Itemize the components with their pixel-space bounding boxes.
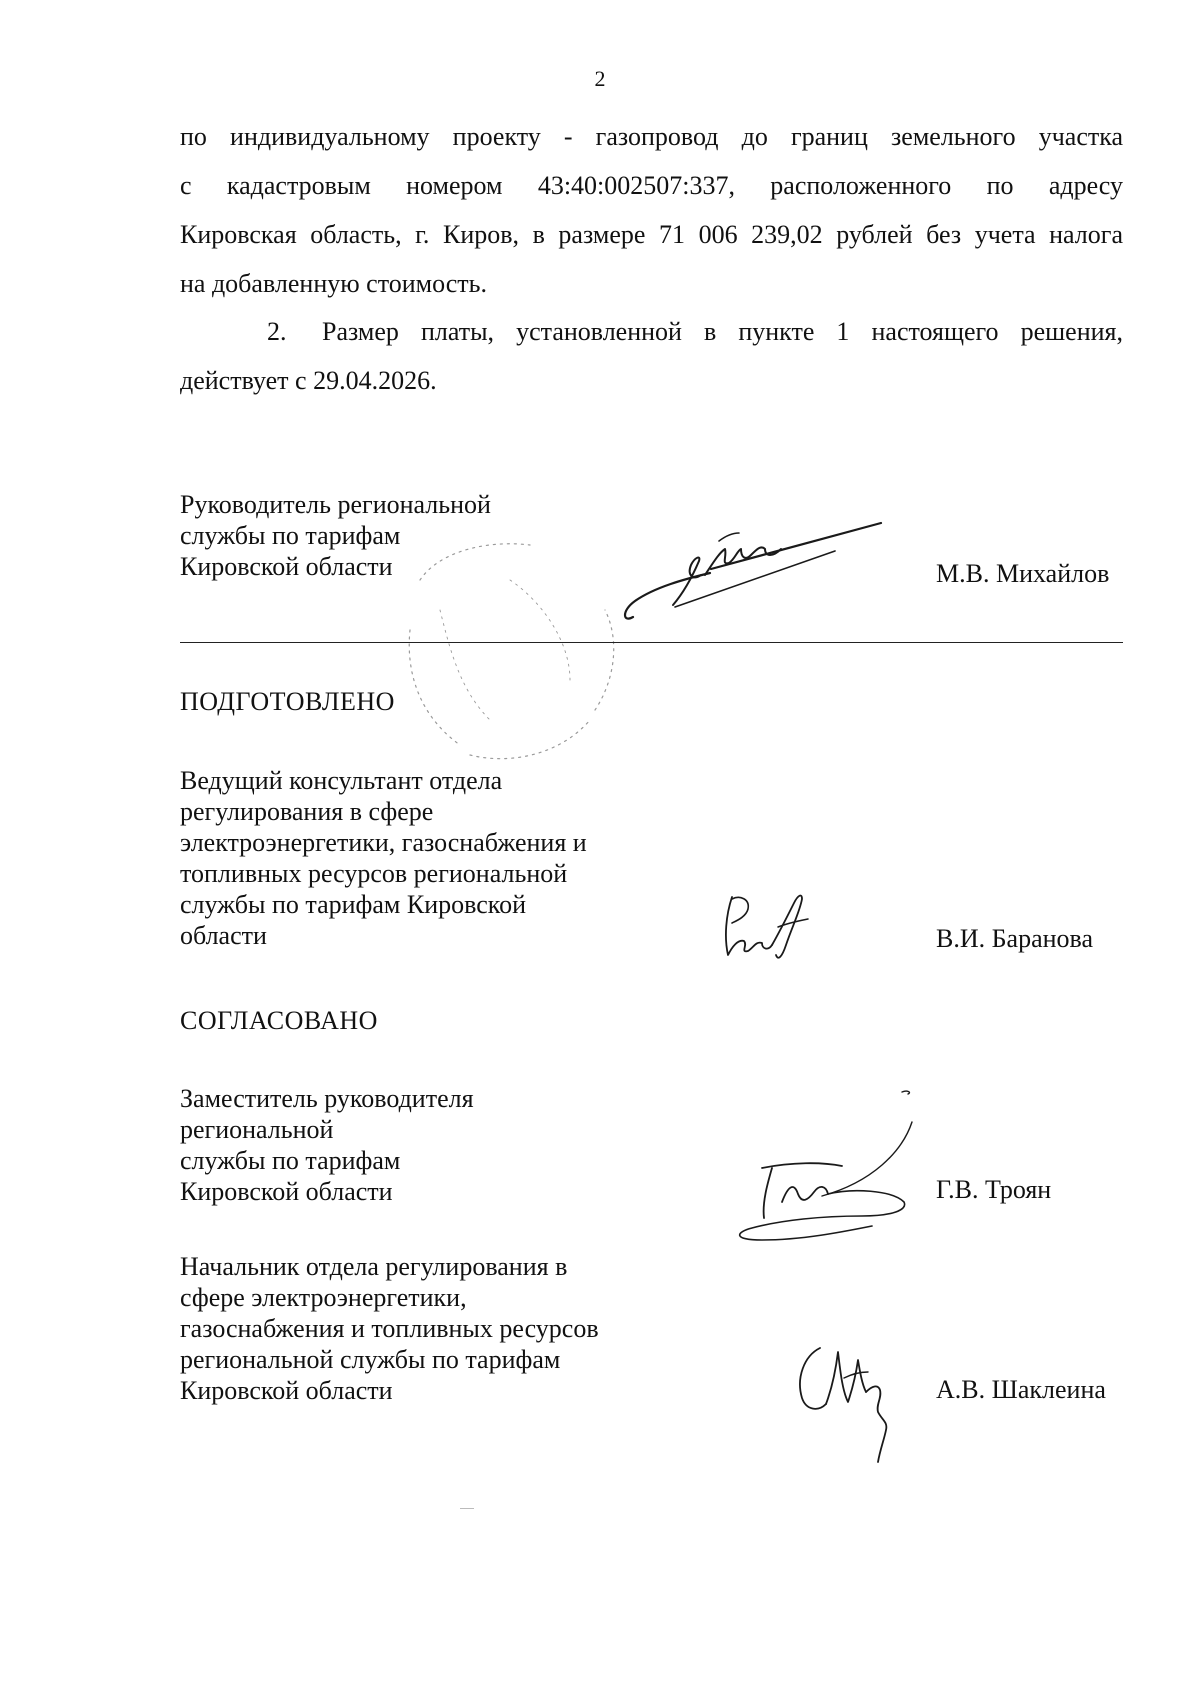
- title-line: Ведущий консультант отдела: [180, 766, 503, 795]
- agreed-signer1-name: Г.В. Троян: [936, 1175, 1052, 1204]
- paragraph-line: по индивидуальному проекту - газопровод до границ земельного участка: [180, 122, 1123, 151]
- title-line: области: [180, 921, 267, 950]
- paragraph-line: Кировская область, г. Киров, в размере 71 006 239,02 рублей без учета налога: [180, 220, 1123, 249]
- title-line: Руководитель региональной: [180, 490, 491, 519]
- title-line: сфере электроэнергетики,: [180, 1283, 467, 1312]
- title-line: регулирования в сфере: [180, 797, 434, 826]
- title-line: Кировской области: [180, 1376, 393, 1405]
- handwritten-signature-icon: [722, 1082, 927, 1247]
- stamp-seal-icon: [380, 520, 640, 770]
- head-signer-name: М.В. Михайлов: [936, 559, 1110, 588]
- paragraph-line: с кадастровым номером 43:40:002507:337, расположенного по адресу: [180, 171, 1123, 200]
- title-line: Кировской области: [180, 552, 393, 581]
- title-line: Заместитель руководителя: [180, 1084, 474, 1113]
- title-line: региональной: [180, 1115, 334, 1144]
- title-line: электроэнергетики, газоснабжения и: [180, 828, 587, 857]
- title-line: службы по тарифам: [180, 521, 401, 550]
- page-number: 2: [594, 66, 606, 91]
- title-line: газоснабжения и топливных ресурсов: [180, 1314, 599, 1343]
- item-number: 2.: [267, 317, 287, 346]
- agreed-signer2-title: [180, 1251, 599, 1406]
- item-text-line: Размер платы, установленной в пункте 1 настоящего решения,: [322, 317, 1123, 346]
- prepared-heading: ПОДГОТОВЛЕНО: [180, 687, 395, 716]
- prepared-signer-title: [180, 765, 587, 951]
- agreed-signer2-name: А.В. Шаклеина: [936, 1375, 1106, 1404]
- prepared-signer-name: В.И. Баранова: [936, 924, 1094, 953]
- title-line: Кировской области: [180, 1177, 393, 1206]
- section-divider: [180, 642, 1123, 643]
- paragraph-line: на добавленную стоимость.: [180, 269, 487, 298]
- title-line: службы по тарифам: [180, 1146, 401, 1175]
- title-line: службы по тарифам Кировской: [180, 890, 527, 919]
- handwritten-signature-icon: [792, 1338, 902, 1468]
- title-line: Начальник отдела регулирования в: [180, 1252, 568, 1281]
- title-line: топливных ресурсов региональной: [180, 859, 568, 888]
- handwritten-signature-icon: [718, 885, 818, 965]
- agreed-heading: СОГЛАСОВАНО: [180, 1006, 378, 1035]
- handwritten-signature-icon: [615, 505, 895, 630]
- scan-mark: [460, 1508, 474, 1509]
- title-line: региональной службы по тарифам: [180, 1345, 561, 1374]
- item-text-line: действует с 29.04.2026.: [180, 366, 437, 395]
- agreed-signer1-title: [180, 1083, 474, 1207]
